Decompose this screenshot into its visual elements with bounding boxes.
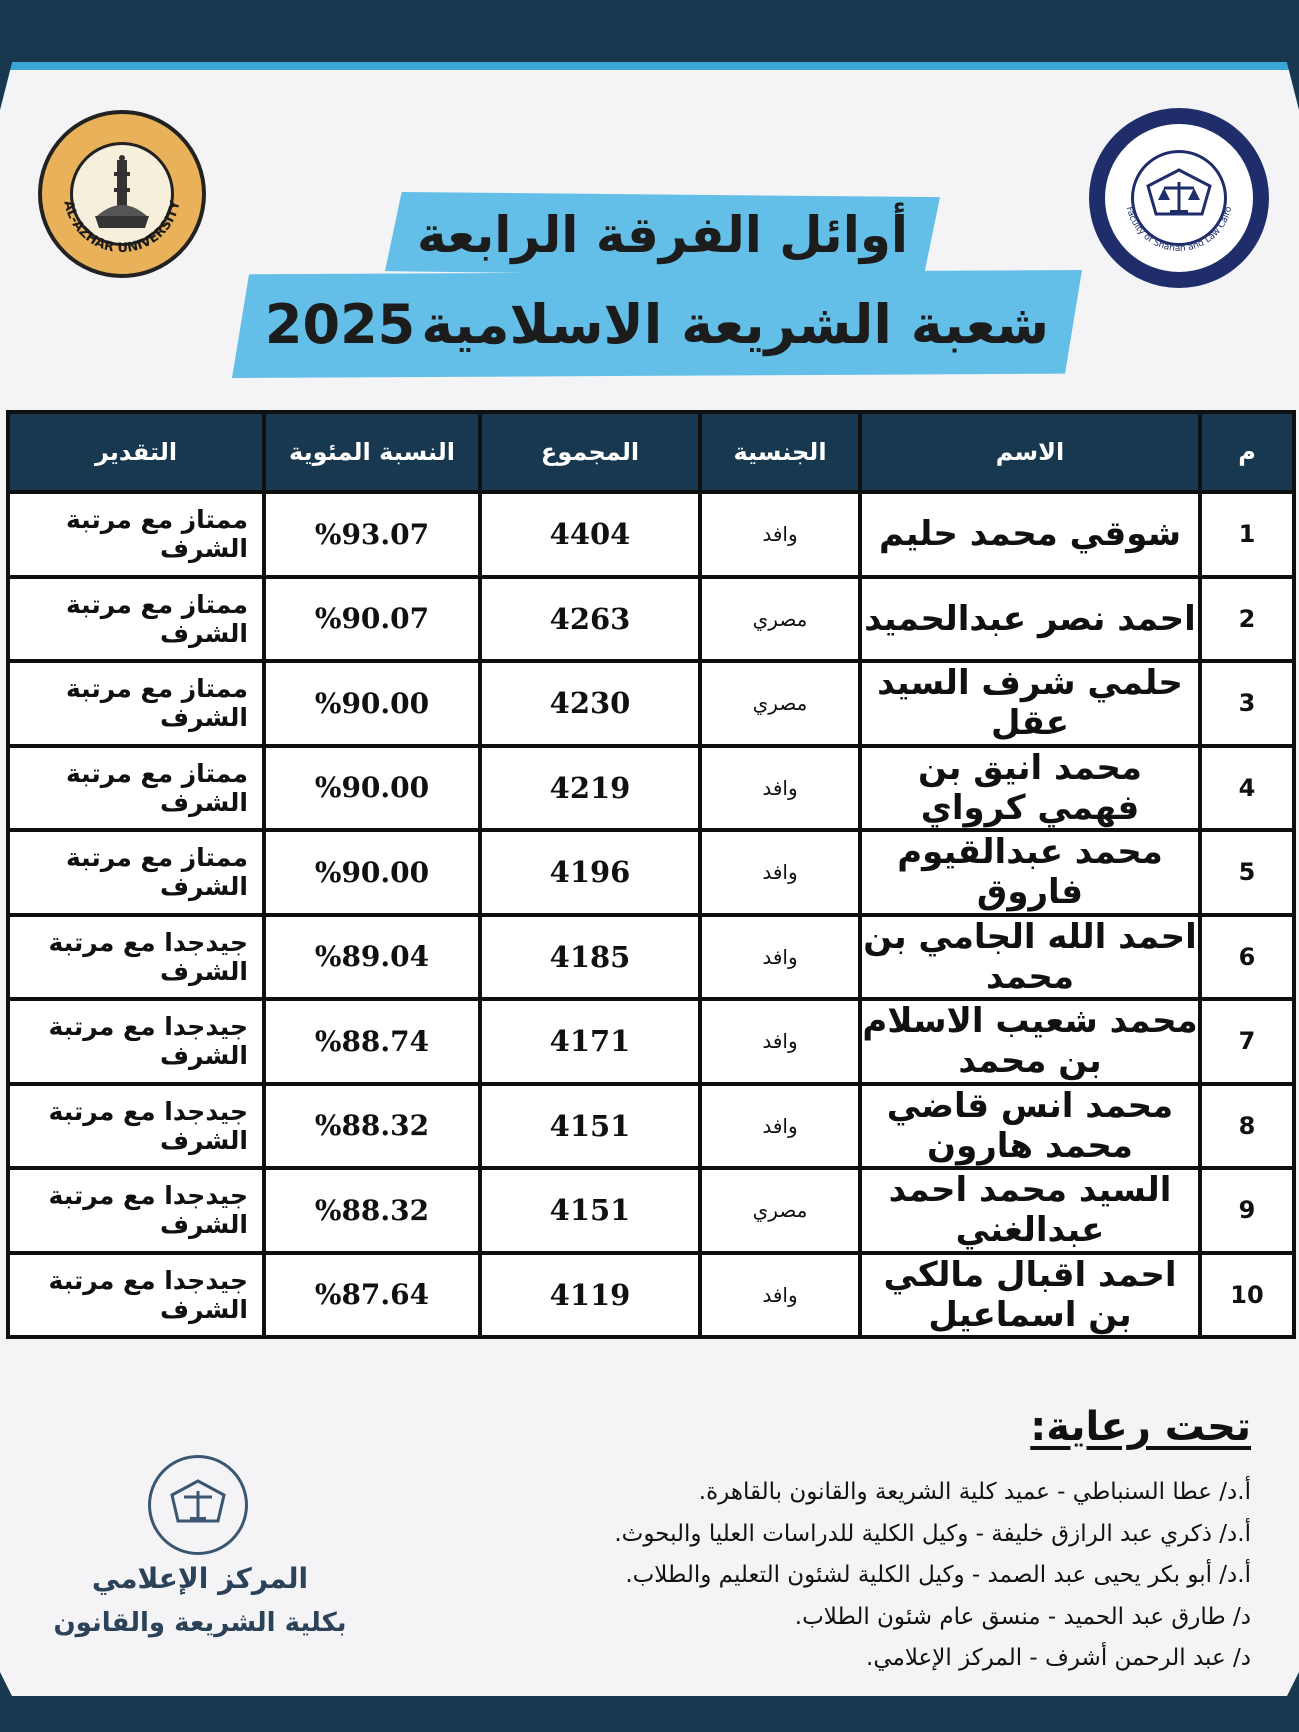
table-row <box>8 1168 1294 1253</box>
cell-nationality: مصري <box>700 577 860 662</box>
sponsor-line: أ.د/ ذكري عبد الرازق خليفة - وكيل الكلية للدراسات العليا والبحوث. <box>614 1520 1251 1547</box>
cell-grade: ممتاز مع مرتبة الشرف <box>8 661 264 746</box>
table-row <box>8 915 1294 1000</box>
table-row <box>8 999 1294 1084</box>
cell-percentage: %90.07 <box>264 577 480 662</box>
cell-nationality: مصري <box>700 661 860 746</box>
cell-name: شوقي محمد حليم <box>860 492 1200 577</box>
cell-num: 9 <box>1200 1168 1294 1253</box>
cell-name: محمد انس قاضي محمد هارون <box>860 1084 1200 1169</box>
top-students-table <box>6 410 1296 1339</box>
cell-name: احمد نصر عبدالحميد <box>860 577 1200 662</box>
cell-grade: جيدجدا مع مرتبة الشرف <box>8 999 264 1084</box>
cell-percentage: %88.32 <box>264 1084 480 1169</box>
cell-percentage: %89.04 <box>264 915 480 1000</box>
table-header-row <box>8 412 1294 492</box>
cell-nationality: وافد <box>700 1084 860 1169</box>
table-row <box>8 661 1294 746</box>
bottom-left-corner-decoration <box>0 1672 30 1732</box>
cell-grade: جيدجدا مع مرتبة الشرف <box>8 1084 264 1169</box>
cell-name: حلمي شرف السيد عقل <box>860 661 1200 746</box>
al-azhar-university-logo <box>38 110 206 278</box>
cell-percentage: %90.00 <box>264 746 480 831</box>
cell-percentage: %88.74 <box>264 999 480 1084</box>
cell-grade: جيدجدا مع مرتبة الشرف <box>8 1168 264 1253</box>
cell-name: محمد شعيب الاسلام بن محمد <box>860 999 1200 1084</box>
cell-grade: ممتاز مع مرتبة الشرف <box>8 830 264 915</box>
page-subtitle <box>232 272 1082 376</box>
cell-total: 4196 <box>480 830 700 915</box>
cell-total: 4119 <box>480 1253 700 1338</box>
cell-percentage: %87.64 <box>264 1253 480 1338</box>
cell-total: 4230 <box>480 661 700 746</box>
cell-total: 4219 <box>480 746 700 831</box>
header-percentage: النسبة المئوية <box>264 412 480 492</box>
cell-grade: ممتاز مع مرتبة الشرف <box>8 577 264 662</box>
cell-grade: ممتاز مع مرتبة الشرف <box>8 746 264 831</box>
cell-name: احمد الله الجامي بن محمد <box>860 915 1200 1000</box>
cell-percentage: %93.07 <box>264 492 480 577</box>
table-row <box>8 492 1294 577</box>
cell-nationality: وافد <box>700 1253 860 1338</box>
table-row <box>8 1084 1294 1169</box>
cell-nationality: وافد <box>700 746 860 831</box>
cell-percentage: %88.32 <box>264 1168 480 1253</box>
subtitle-year: 2025 <box>264 292 416 356</box>
sponsor-line: أ.د/ عطا السنباطي - عميد كلية الشريعة والقانون بالقاهرة. <box>698 1479 1251 1505</box>
svg-text:AL-AZHAR UNIVERSITY: AL-AZHAR UNIVERSITY <box>60 199 184 257</box>
cell-nationality: وافد <box>700 915 860 1000</box>
media-center-subtitle: بكلية الشريعة والقانون <box>53 1608 347 1638</box>
cell-num: 6 <box>1200 915 1294 1000</box>
bottom-right-corner-decoration <box>1269 1672 1299 1732</box>
cell-name: السيد محمد احمد عبدالغني <box>860 1168 1200 1253</box>
page-title: أوائل الفرقة الرابعة <box>416 206 909 264</box>
cell-total: 4185 <box>480 915 700 1000</box>
table-row <box>8 577 1294 662</box>
table-row <box>8 746 1294 831</box>
cell-num: 7 <box>1200 999 1294 1084</box>
cell-name: محمد انيق بن فهمي كرواي <box>860 746 1200 831</box>
top-right-corner-decoration <box>1271 0 1299 110</box>
header-num: م <box>1200 412 1294 492</box>
header-total: المجموع <box>480 412 700 492</box>
cell-total: 4404 <box>480 492 700 577</box>
table-row <box>8 1253 1294 1338</box>
media-center-emblem-icon <box>168 1477 228 1533</box>
top-left-corner-decoration <box>0 0 28 110</box>
top-frame-band <box>0 0 1299 62</box>
table-row <box>8 830 1294 915</box>
cell-grade: جيدجدا مع مرتبة الشرف <box>8 915 264 1000</box>
media-center-title: المركز الإعلامي <box>91 1562 309 1595</box>
cell-num: 3 <box>1200 661 1294 746</box>
media-center-logo <box>148 1455 248 1555</box>
cell-num: 1 <box>1200 492 1294 577</box>
cell-grade: ممتاز مع مرتبة الشرف <box>8 492 264 577</box>
cell-num: 10 <box>1200 1253 1294 1338</box>
faculty-of-shariah-and-law-logo <box>1089 108 1269 288</box>
cell-total: 4171 <box>480 999 700 1084</box>
cell-percentage: %90.00 <box>264 661 480 746</box>
sponsorship-heading: تحت رعاية: <box>1030 1404 1251 1450</box>
cell-nationality: وافد <box>700 492 860 577</box>
cell-num: 5 <box>1200 830 1294 915</box>
sponsor-line: د/ عبد الرحمن أشرف - المركز الإعلامي. <box>866 1645 1251 1671</box>
sponsor-line: أ.د/ أبو بكر يحيى عبد الصمد - وكيل الكلية لشئون التعليم والطلاب. <box>625 1562 1251 1588</box>
cell-total: 4151 <box>480 1084 700 1169</box>
header-grade: التقدير <box>8 412 264 492</box>
cell-total: 4151 <box>480 1168 700 1253</box>
cell-num: 2 <box>1200 577 1294 662</box>
header-nationality: الجنسية <box>700 412 860 492</box>
sponsorship-section <box>431 1404 1251 1680</box>
cell-nationality: مصري <box>700 1168 860 1253</box>
cell-nationality: وافد <box>700 999 860 1084</box>
top-frame-stripe <box>0 62 1299 70</box>
cell-nationality: وافد <box>700 830 860 915</box>
bottom-frame-band <box>0 1696 1299 1732</box>
cell-name: احمد اقبال مالكي بن اسماعيل <box>860 1253 1200 1338</box>
header-name: الاسم <box>860 412 1200 492</box>
cell-num: 8 <box>1200 1084 1294 1169</box>
cell-grade: جيدجدا مع مرتبة الشرف <box>8 1253 264 1338</box>
cell-percentage: %90.00 <box>264 830 480 915</box>
cell-num: 4 <box>1200 746 1294 831</box>
svg-text:Faculty of Shariah and Law Cai: Faculty of Shariah and Law Cairo <box>1123 205 1235 255</box>
cell-name: محمد عبدالقيوم فاروق <box>860 830 1200 915</box>
subtitle-text: شعبة الشريعة الاسلامية <box>421 292 1050 356</box>
sponsor-line: د/ طارق عبد الحميد - منسق عام شئون الطلاب. <box>794 1603 1251 1630</box>
cell-total: 4263 <box>480 577 700 662</box>
